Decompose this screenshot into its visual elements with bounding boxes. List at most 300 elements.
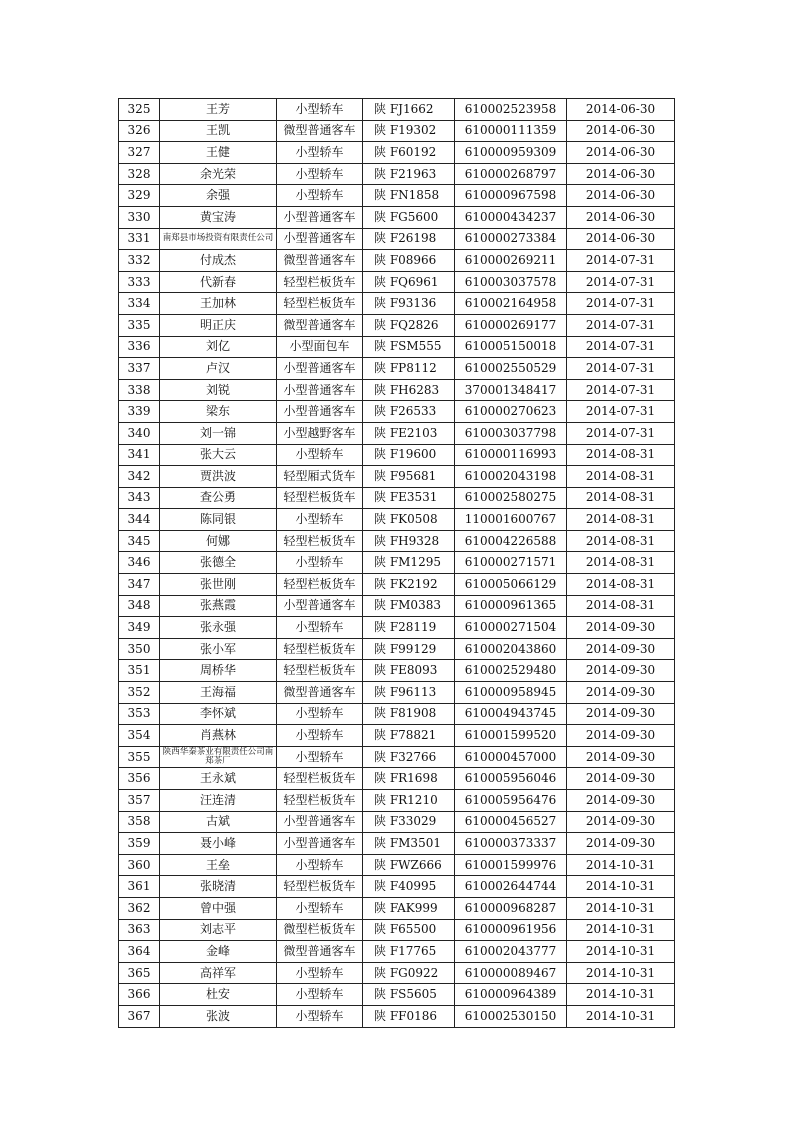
- date-cell: 2014-06-30: [567, 120, 675, 142]
- row-number-cell: 332: [119, 250, 160, 272]
- certificate-number-cell: 610000373337: [455, 833, 567, 855]
- date-cell: 2014-09-30: [567, 768, 675, 790]
- table-row: [119, 206, 675, 228]
- vehicle-type-cell: 轻型栏板货车: [277, 790, 363, 812]
- date-cell: 2014-09-30: [567, 682, 675, 704]
- plate-number-cell: 陕 FE8093: [363, 660, 455, 682]
- row-number-cell: 325: [119, 99, 160, 121]
- date-cell: 2014-07-31: [567, 422, 675, 444]
- vehicle-type-cell: 小型越野客车: [277, 422, 363, 444]
- certificate-number-cell: 610000457000: [455, 746, 567, 768]
- owner-name-cell: 张燕霞: [160, 595, 277, 617]
- certificate-number-cell: 610000111359: [455, 120, 567, 142]
- date-cell: 2014-09-30: [567, 833, 675, 855]
- vehicle-type-cell: 轻型栏板货车: [277, 530, 363, 552]
- row-number-cell: 359: [119, 833, 160, 855]
- vehicle-type-cell: 微型普通客车: [277, 250, 363, 272]
- vehicle-type-cell: 小型轿车: [277, 617, 363, 639]
- plate-number-cell: 陕 FS5605: [363, 984, 455, 1006]
- plate-number-cell: 陕 F78821: [363, 725, 455, 747]
- vehicle-type-cell: 小型轿车: [277, 509, 363, 531]
- table-row: [119, 552, 675, 574]
- date-cell: 2014-06-30: [567, 99, 675, 121]
- date-cell: 2014-08-31: [567, 466, 675, 488]
- row-number-cell: 328: [119, 163, 160, 185]
- date-cell: 2014-09-30: [567, 790, 675, 812]
- plate-number-cell: 陕 F96113: [363, 682, 455, 704]
- certificate-number-cell: 610002043860: [455, 638, 567, 660]
- certificate-number-cell: 610000268797: [455, 163, 567, 185]
- table-row: [119, 487, 675, 509]
- table-row: [119, 185, 675, 207]
- date-cell: 2014-06-30: [567, 163, 675, 185]
- plate-number-cell: 陕 FAK999: [363, 897, 455, 919]
- vehicle-type-cell: 小型面包车: [277, 336, 363, 358]
- owner-name-cell: 王垒: [160, 854, 277, 876]
- table-row: [119, 638, 675, 660]
- vehicle-type-cell: 轻型栏板货车: [277, 293, 363, 315]
- date-cell: 2014-08-31: [567, 487, 675, 509]
- date-cell: 2014-09-30: [567, 746, 675, 768]
- row-number-cell: 329: [119, 185, 160, 207]
- table-row: [119, 358, 675, 380]
- owner-name-cell: 张晓清: [160, 876, 277, 898]
- certificate-number-cell: 610000964389: [455, 984, 567, 1006]
- plate-number-cell: 陕 F17765: [363, 941, 455, 963]
- row-number-cell: 349: [119, 617, 160, 639]
- row-number-cell: 352: [119, 682, 160, 704]
- date-cell: 2014-08-31: [567, 444, 675, 466]
- plate-number-cell: 陕 FH6283: [363, 379, 455, 401]
- certificate-number-cell: 610000967598: [455, 185, 567, 207]
- row-number-cell: 358: [119, 811, 160, 833]
- certificate-number-cell: 610002580275: [455, 487, 567, 509]
- certificate-number-cell: 610005956046: [455, 768, 567, 790]
- owner-name-cell: 张波: [160, 1005, 277, 1027]
- table-row: [119, 422, 675, 444]
- certificate-number-cell: 610004943745: [455, 703, 567, 725]
- owner-name-cell: 贾洪波: [160, 466, 277, 488]
- plate-number-cell: 陕 F21963: [363, 163, 455, 185]
- row-number-cell: 348: [119, 595, 160, 617]
- plate-number-cell: 陕 FG0922: [363, 962, 455, 984]
- date-cell: 2014-07-31: [567, 271, 675, 293]
- date-cell: 2014-08-31: [567, 574, 675, 596]
- plate-number-cell: 陕 F65500: [363, 919, 455, 941]
- vehicle-type-cell: 微型普通客车: [277, 682, 363, 704]
- plate-number-cell: 陕 FK0508: [363, 509, 455, 531]
- owner-name-cell: 刘亿: [160, 336, 277, 358]
- certificate-number-cell: 610005956476: [455, 790, 567, 812]
- row-number-cell: 343: [119, 487, 160, 509]
- vehicle-type-cell: 小型轿车: [277, 725, 363, 747]
- owner-name-cell: 张世刚: [160, 574, 277, 596]
- date-cell: 2014-09-30: [567, 703, 675, 725]
- plate-number-cell: 陕 FR1698: [363, 768, 455, 790]
- plate-number-cell: 陕 FM3501: [363, 833, 455, 855]
- plate-number-cell: 陕 FP8112: [363, 358, 455, 380]
- owner-name-cell: 张大云: [160, 444, 277, 466]
- date-cell: 2014-06-30: [567, 185, 675, 207]
- row-number-cell: 363: [119, 919, 160, 941]
- table-row: [119, 725, 675, 747]
- table-row: [119, 941, 675, 963]
- date-cell: 2014-07-31: [567, 379, 675, 401]
- vehicle-type-cell: 小型普通客车: [277, 379, 363, 401]
- owner-name-cell: 明正庆: [160, 314, 277, 336]
- vehicle-type-cell: 小型普通客车: [277, 206, 363, 228]
- owner-name-cell: 金峰: [160, 941, 277, 963]
- row-number-cell: 351: [119, 660, 160, 682]
- certificate-number-cell: 610000968287: [455, 897, 567, 919]
- certificate-number-cell: 610003037578: [455, 271, 567, 293]
- row-number-cell: 338: [119, 379, 160, 401]
- plate-number-cell: 陕 F26533: [363, 401, 455, 423]
- plate-number-cell: 陕 FG5600: [363, 206, 455, 228]
- vehicle-type-cell: 微型普通客车: [277, 314, 363, 336]
- owner-name-cell: 聂小峰: [160, 833, 277, 855]
- vehicle-type-cell: 微型栏板货车: [277, 919, 363, 941]
- row-number-cell: 342: [119, 466, 160, 488]
- table-row: [119, 120, 675, 142]
- date-cell: 2014-10-31: [567, 897, 675, 919]
- row-number-cell: 360: [119, 854, 160, 876]
- plate-number-cell: 陕 FH9328: [363, 530, 455, 552]
- plate-number-cell: 陕 F60192: [363, 142, 455, 164]
- date-cell: 2014-09-30: [567, 638, 675, 660]
- certificate-number-cell: 610005150018: [455, 336, 567, 358]
- table-row: [119, 99, 675, 121]
- certificate-number-cell: 610002529480: [455, 660, 567, 682]
- table-row: [119, 444, 675, 466]
- owner-name-cell: 张小军: [160, 638, 277, 660]
- vehicle-type-cell: 小型普通客车: [277, 595, 363, 617]
- vehicle-type-cell: 小型轿车: [277, 163, 363, 185]
- row-number-cell: 354: [119, 725, 160, 747]
- table-row: [119, 271, 675, 293]
- table-row: [119, 379, 675, 401]
- row-number-cell: 337: [119, 358, 160, 380]
- owner-name-cell: 梁东: [160, 401, 277, 423]
- plate-number-cell: 陕 FN1858: [363, 185, 455, 207]
- row-number-cell: 339: [119, 401, 160, 423]
- date-cell: 2014-10-31: [567, 984, 675, 1006]
- owner-name-cell: 高祥军: [160, 962, 277, 984]
- row-number-cell: 340: [119, 422, 160, 444]
- plate-number-cell: 陕 FQ2826: [363, 314, 455, 336]
- vehicle-record-table: [118, 98, 675, 1028]
- plate-number-cell: 陕 F32766: [363, 746, 455, 768]
- certificate-number-cell: 610002164958: [455, 293, 567, 315]
- certificate-number-cell: 610005066129: [455, 574, 567, 596]
- plate-number-cell: 陕 FK2192: [363, 574, 455, 596]
- vehicle-type-cell: 小型普通客车: [277, 358, 363, 380]
- table-row: [119, 617, 675, 639]
- plate-number-cell: 陕 FM0383: [363, 595, 455, 617]
- vehicle-type-cell: 微型普通客车: [277, 941, 363, 963]
- certificate-number-cell: 610000269211: [455, 250, 567, 272]
- table-row: [119, 336, 675, 358]
- date-cell: 2014-10-31: [567, 1005, 675, 1027]
- table-row: [119, 746, 675, 768]
- certificate-number-cell: 610000116993: [455, 444, 567, 466]
- vehicle-type-cell: 轻型栏板货车: [277, 487, 363, 509]
- vehicle-type-cell: 小型轿车: [277, 962, 363, 984]
- owner-name-cell: 王永斌: [160, 768, 277, 790]
- certificate-number-cell: 610000959309: [455, 142, 567, 164]
- date-cell: 2014-06-30: [567, 142, 675, 164]
- date-cell: 2014-07-31: [567, 314, 675, 336]
- plate-number-cell: 陕 FF0186: [363, 1005, 455, 1027]
- row-number-cell: 335: [119, 314, 160, 336]
- plate-number-cell: 陕 FWZ666: [363, 854, 455, 876]
- date-cell: 2014-10-31: [567, 854, 675, 876]
- certificate-number-cell: 370001348417: [455, 379, 567, 401]
- vehicle-type-cell: 小型普通客车: [277, 401, 363, 423]
- owner-name-cell: 陈同银: [160, 509, 277, 531]
- plate-number-cell: 陕 FR1210: [363, 790, 455, 812]
- vehicle-type-cell: 小型轿车: [277, 1005, 363, 1027]
- certificate-number-cell: 610004226588: [455, 530, 567, 552]
- table-row: [119, 811, 675, 833]
- date-cell: 2014-07-31: [567, 250, 675, 272]
- date-cell: 2014-08-31: [567, 530, 675, 552]
- vehicle-type-cell: 轻型栏板货车: [277, 660, 363, 682]
- certificate-number-cell: 610000434237: [455, 206, 567, 228]
- owner-name-cell: 古斌: [160, 811, 277, 833]
- certificate-number-cell: 610002530150: [455, 1005, 567, 1027]
- owner-name-cell: 张德全: [160, 552, 277, 574]
- row-number-cell: 355: [119, 746, 160, 768]
- row-number-cell: 353: [119, 703, 160, 725]
- vehicle-type-cell: 小型普通客车: [277, 228, 363, 250]
- certificate-number-cell: 610002550529: [455, 358, 567, 380]
- owner-name-cell: 刘志平: [160, 919, 277, 941]
- date-cell: 2014-10-31: [567, 919, 675, 941]
- plate-number-cell: 陕 FSM555: [363, 336, 455, 358]
- plate-number-cell: 陕 F81908: [363, 703, 455, 725]
- owner-name-cell: 刘一锦: [160, 422, 277, 444]
- certificate-number-cell: 610000271571: [455, 552, 567, 574]
- vehicle-type-cell: 小型轿车: [277, 444, 363, 466]
- owner-name-cell: 付成杰: [160, 250, 277, 272]
- certificate-number-cell: 610000269177: [455, 314, 567, 336]
- row-number-cell: 346: [119, 552, 160, 574]
- plate-number-cell: 陕 FQ6961: [363, 271, 455, 293]
- certificate-number-cell: 610002043198: [455, 466, 567, 488]
- owner-name-cell: 陕西华秦茶业有限责任公司南郑茶厂: [160, 746, 277, 768]
- row-number-cell: 331: [119, 228, 160, 250]
- plate-number-cell: 陕 F19600: [363, 444, 455, 466]
- vehicle-type-cell: 轻型栏板货车: [277, 638, 363, 660]
- table-row: [119, 595, 675, 617]
- vehicle-type-cell: 小型轿车: [277, 897, 363, 919]
- owner-name-cell: 何娜: [160, 530, 277, 552]
- row-number-cell: 334: [119, 293, 160, 315]
- plate-number-cell: 陕 F95681: [363, 466, 455, 488]
- row-number-cell: 345: [119, 530, 160, 552]
- plate-number-cell: 陕 F19302: [363, 120, 455, 142]
- table-row: [119, 919, 675, 941]
- table-row: [119, 401, 675, 423]
- owner-name-cell: 王芳: [160, 99, 277, 121]
- plate-number-cell: 陕 F93136: [363, 293, 455, 315]
- table-row: [119, 1005, 675, 1027]
- date-cell: 2014-06-30: [567, 228, 675, 250]
- plate-number-cell: 陕 FM1295: [363, 552, 455, 574]
- table-row: [119, 876, 675, 898]
- owner-name-cell: 曾中强: [160, 897, 277, 919]
- table-row: [119, 660, 675, 682]
- date-cell: 2014-07-31: [567, 336, 675, 358]
- certificate-number-cell: 610001599520: [455, 725, 567, 747]
- owner-name-cell: 余光荣: [160, 163, 277, 185]
- row-number-cell: 357: [119, 790, 160, 812]
- owner-name-cell: 王海福: [160, 682, 277, 704]
- table-row: [119, 228, 675, 250]
- owner-name-cell: 查公勇: [160, 487, 277, 509]
- row-number-cell: 333: [119, 271, 160, 293]
- row-number-cell: 366: [119, 984, 160, 1006]
- vehicle-type-cell: 小型轿车: [277, 552, 363, 574]
- date-cell: 2014-08-31: [567, 595, 675, 617]
- plate-number-cell: 陕 F08966: [363, 250, 455, 272]
- owner-name-cell: 代新春: [160, 271, 277, 293]
- vehicle-type-cell: 小型轿车: [277, 746, 363, 768]
- row-number-cell: 344: [119, 509, 160, 531]
- certificate-number-cell: 110001600767: [455, 509, 567, 531]
- plate-number-cell: 陕 F40995: [363, 876, 455, 898]
- owner-name-cell: 南郑县市场投资有限责任公司: [160, 228, 277, 250]
- certificate-number-cell: 610002523958: [455, 99, 567, 121]
- plate-number-cell: 陕 FJ1662: [363, 99, 455, 121]
- owner-name-cell: 肖燕林: [160, 725, 277, 747]
- table-row: [119, 574, 675, 596]
- table-row: [119, 466, 675, 488]
- date-cell: 2014-07-31: [567, 293, 675, 315]
- date-cell: 2014-10-31: [567, 876, 675, 898]
- table-row: [119, 509, 675, 531]
- table-row: [119, 293, 675, 315]
- certificate-number-cell: 610000271504: [455, 617, 567, 639]
- table-row: [119, 833, 675, 855]
- date-cell: 2014-10-31: [567, 962, 675, 984]
- table-row: [119, 703, 675, 725]
- certificate-number-cell: 610000961956: [455, 919, 567, 941]
- vehicle-type-cell: 微型普通客车: [277, 120, 363, 142]
- row-number-cell: 365: [119, 962, 160, 984]
- row-number-cell: 350: [119, 638, 160, 660]
- row-number-cell: 367: [119, 1005, 160, 1027]
- owner-name-cell: 卢汉: [160, 358, 277, 380]
- vehicle-type-cell: 轻型栏板货车: [277, 271, 363, 293]
- owner-name-cell: 周桥华: [160, 660, 277, 682]
- row-number-cell: 341: [119, 444, 160, 466]
- table-row: [119, 984, 675, 1006]
- row-number-cell: 364: [119, 941, 160, 963]
- table-row: [119, 142, 675, 164]
- owner-name-cell: 李怀斌: [160, 703, 277, 725]
- certificate-number-cell: 610001599976: [455, 854, 567, 876]
- table-row: [119, 682, 675, 704]
- table-row: [119, 250, 675, 272]
- vehicle-type-cell: 小型轿车: [277, 984, 363, 1006]
- plate-number-cell: 陕 F99129: [363, 638, 455, 660]
- plate-number-cell: 陕 FE3531: [363, 487, 455, 509]
- date-cell: 2014-10-31: [567, 941, 675, 963]
- row-number-cell: 330: [119, 206, 160, 228]
- vehicle-type-cell: 轻型栏板货车: [277, 876, 363, 898]
- table-row: [119, 854, 675, 876]
- table-row: [119, 314, 675, 336]
- plate-number-cell: 陕 F28119: [363, 617, 455, 639]
- certificate-number-cell: 610002043777: [455, 941, 567, 963]
- certificate-number-cell: 610000273384: [455, 228, 567, 250]
- owner-name-cell: 张永强: [160, 617, 277, 639]
- vehicle-type-cell: 小型普通客车: [277, 811, 363, 833]
- date-cell: 2014-07-31: [567, 358, 675, 380]
- row-number-cell: 361: [119, 876, 160, 898]
- row-number-cell: 326: [119, 120, 160, 142]
- owner-name-cell: 黄宝涛: [160, 206, 277, 228]
- table-row: [119, 790, 675, 812]
- owner-name-cell: 余强: [160, 185, 277, 207]
- vehicle-type-cell: 小型轿车: [277, 99, 363, 121]
- table-row: [119, 163, 675, 185]
- vehicle-type-cell: 轻型栏板货车: [277, 768, 363, 790]
- certificate-number-cell: 610000961365: [455, 595, 567, 617]
- vehicle-type-cell: 轻型厢式货车: [277, 466, 363, 488]
- certificate-number-cell: 610000270623: [455, 401, 567, 423]
- plate-number-cell: 陕 F26198: [363, 228, 455, 250]
- plate-number-cell: 陕 F33029: [363, 811, 455, 833]
- date-cell: 2014-08-31: [567, 509, 675, 531]
- row-number-cell: 362: [119, 897, 160, 919]
- owner-name-cell: 刘锐: [160, 379, 277, 401]
- date-cell: 2014-09-30: [567, 811, 675, 833]
- owner-name-cell: 汪连清: [160, 790, 277, 812]
- vehicle-type-cell: 小型轿车: [277, 703, 363, 725]
- vehicle-type-cell: 小型轿车: [277, 142, 363, 164]
- table-row: [119, 530, 675, 552]
- vehicle-type-cell: 轻型栏板货车: [277, 574, 363, 596]
- vehicle-type-cell: 小型轿车: [277, 185, 363, 207]
- date-cell: 2014-08-31: [567, 552, 675, 574]
- certificate-number-cell: 610003037798: [455, 422, 567, 444]
- owner-name-cell: 王凯: [160, 120, 277, 142]
- row-number-cell: 356: [119, 768, 160, 790]
- date-cell: 2014-09-30: [567, 660, 675, 682]
- date-cell: 2014-06-30: [567, 206, 675, 228]
- table-row: [119, 897, 675, 919]
- table-row: [119, 962, 675, 984]
- table-row: [119, 768, 675, 790]
- date-cell: 2014-09-30: [567, 617, 675, 639]
- plate-number-cell: 陕 FE2103: [363, 422, 455, 444]
- certificate-number-cell: 610000456527: [455, 811, 567, 833]
- owner-name-cell: 杜安: [160, 984, 277, 1006]
- certificate-number-cell: 610000089467: [455, 962, 567, 984]
- owner-name-cell: 王加林: [160, 293, 277, 315]
- date-cell: 2014-09-30: [567, 725, 675, 747]
- certificate-number-cell: 610002644744: [455, 876, 567, 898]
- row-number-cell: 347: [119, 574, 160, 596]
- certificate-number-cell: 610000958945: [455, 682, 567, 704]
- owner-name-cell: 王健: [160, 142, 277, 164]
- vehicle-type-cell: 小型轿车: [277, 854, 363, 876]
- date-cell: 2014-07-31: [567, 401, 675, 423]
- row-number-cell: 336: [119, 336, 160, 358]
